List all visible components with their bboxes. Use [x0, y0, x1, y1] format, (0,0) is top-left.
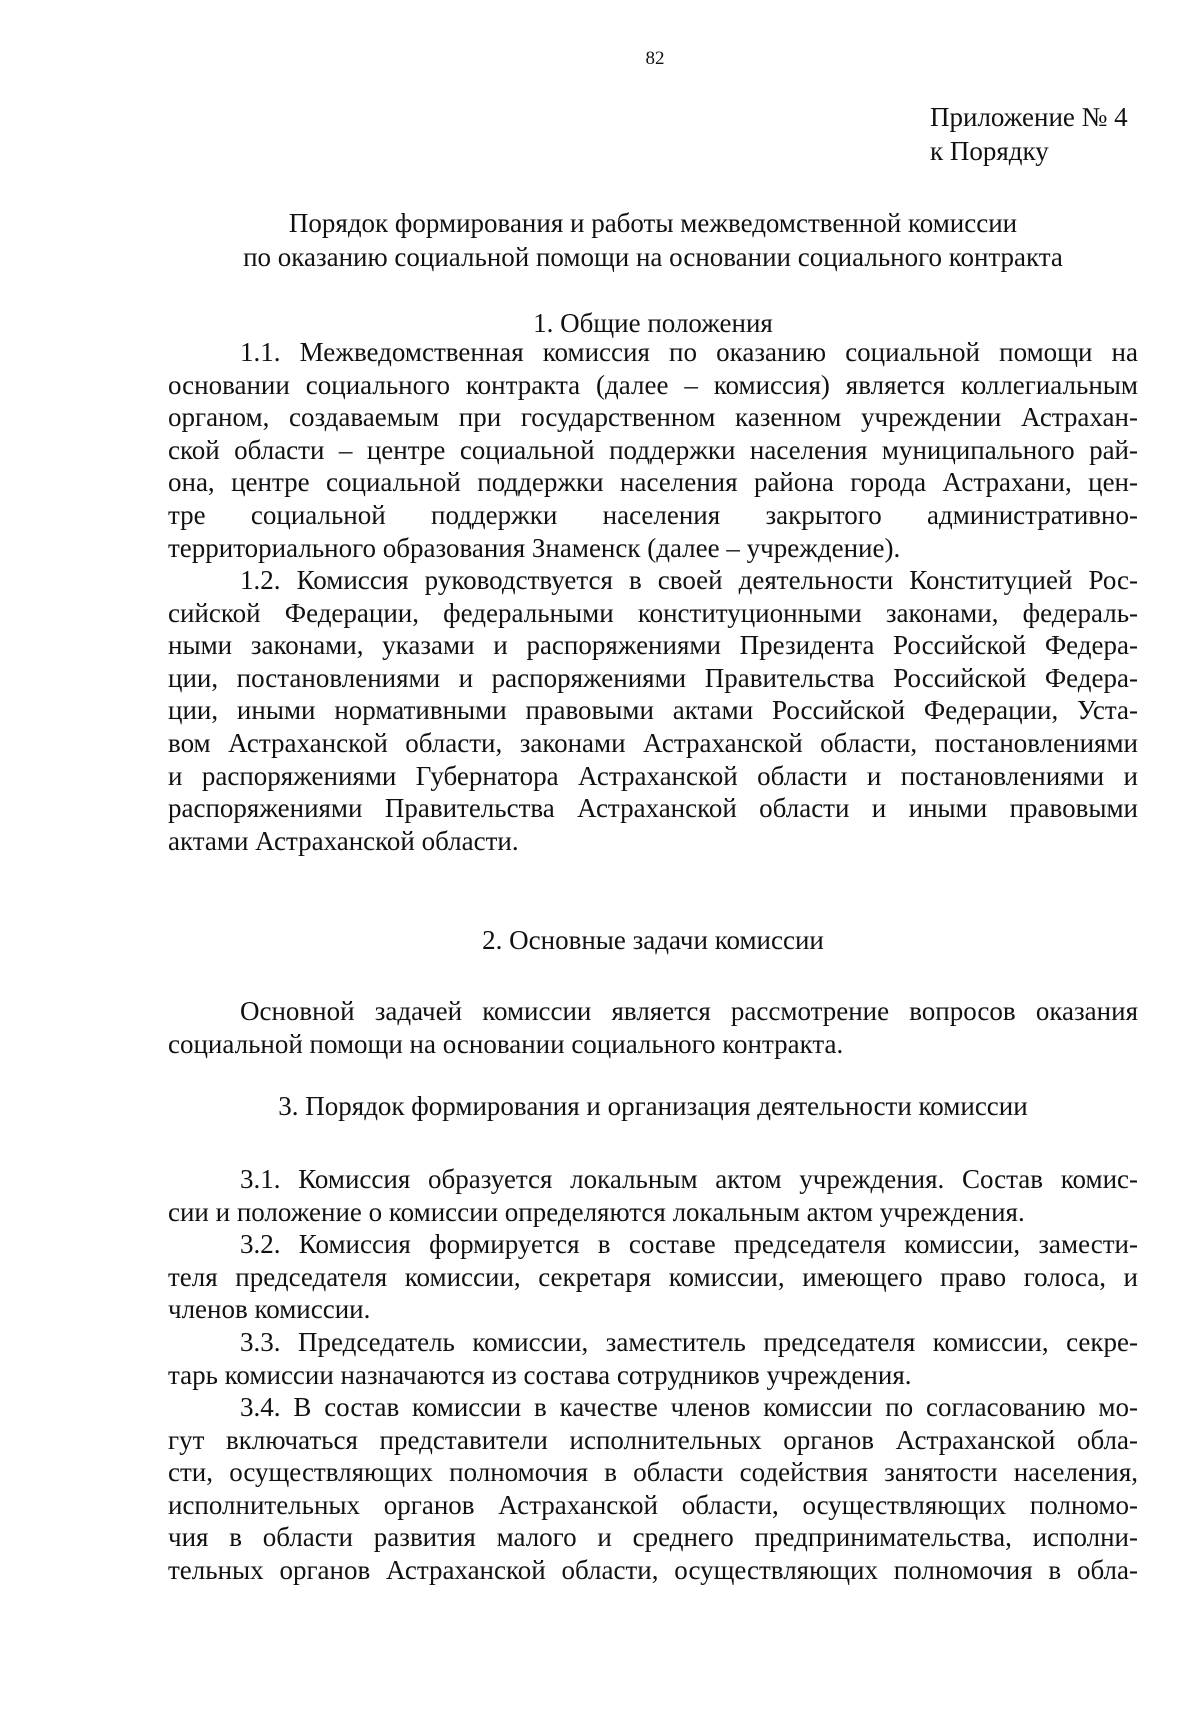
- text-line: 3.2. Комиссия формируется в составе председателя комиссии, замести-: [240, 1229, 1138, 1259]
- text-line: она, центре социальной поддержки населения района города Астрахани, цен-: [168, 467, 1138, 498]
- text-line: сийской Федерации, федеральными конституционными законами, федераль-: [168, 597, 1138, 628]
- appendix-line-2: к Порядку: [930, 136, 1049, 166]
- title-line-1: Порядок формирования и работы межведомственной комиссии: [288, 208, 1018, 238]
- paragraph-3-2: [168, 1228, 1138, 1326]
- text-line: Основной задачей комиссии является рассмотрение вопросов оказания: [240, 996, 1138, 1026]
- text-line: 3.1. Комиссия образуется локальным актом учреждения. Состав комис-: [240, 1164, 1138, 1194]
- text-line: социальной помощи на основании социального контракта.: [168, 1028, 844, 1059]
- title-line-2: по оказанию социальной помощи на основании социального контракта: [243, 242, 1063, 272]
- text-line: основании социального контракта (далее – комиссия) является коллегиальным: [168, 369, 1138, 400]
- document-title: [168, 206, 1138, 274]
- appendix-note: [930, 100, 1128, 168]
- text-line: теля председателя комиссии, секретаря комиссии, имеющего право голоса, и: [168, 1261, 1138, 1292]
- text-line: чия в области развития малого и среднего предпринимательства, исполни-: [168, 1522, 1138, 1553]
- section-3-heading: 3. Порядок формирования и организация деятельности комиссии: [278, 1091, 1028, 1121]
- paragraph-1-2: [168, 564, 1138, 857]
- paragraph-3-4: [168, 1391, 1138, 1587]
- text-line: вом Астраханской области, законами Астраханской области, постановлениями: [168, 727, 1138, 758]
- text-line: гут включаться представители исполнительных органов Астраханской обла-: [168, 1424, 1138, 1455]
- page-number: 82: [645, 48, 665, 69]
- text-line: членов комиссии.: [168, 1294, 371, 1325]
- section-1-heading: 1. Общие положения: [533, 308, 773, 338]
- text-line: тарь комиссии назначаются из состава сотрудников учреждения.: [168, 1359, 912, 1390]
- text-line: и распоряжениями Губернатора Астраханской области и постановлениями и: [168, 760, 1138, 791]
- text-line: органом, создаваемым при государственном казенном учреждении Астрахан-: [168, 402, 1138, 433]
- text-line: ской области – центре социальной поддержки населения муниципального рай-: [168, 434, 1138, 465]
- paragraph-3-3: [168, 1326, 1138, 1391]
- text-line: 1.1. Межведомственная комиссия по оказанию социальной помощи на: [240, 337, 1138, 367]
- text-line: территориального образования Знаменск (далее – учреждение).: [168, 532, 901, 563]
- text-line: 3.4. В состав комиссии в качестве членов комиссии по согласованию мо-: [240, 1392, 1138, 1422]
- paragraph-2: [168, 995, 1138, 1060]
- text-line: тельных органов Астраханской области, осуществляющих полномочия в обла-: [168, 1554, 1138, 1585]
- text-line: исполнительных органов Астраханской области, осуществляющих полномо-: [168, 1489, 1138, 1520]
- appendix-line-1: Приложение № 4: [930, 102, 1128, 132]
- text-line: 3.3. Председатель комиссии, заместитель председателя комиссии, секре-: [240, 1327, 1138, 1357]
- text-line: тре социальной поддержки населения закрытого административно-: [168, 499, 1138, 530]
- text-line: ными законами, указами и распоряжениями Президента Российской Федера-: [168, 630, 1138, 661]
- text-line: ции, иными нормативными правовыми актами Российской Федерации, Уста-: [168, 695, 1138, 726]
- text-line: сти, осуществляющих полномочия в области содействия занятости населения,: [168, 1457, 1138, 1488]
- text-line: актами Астраханской области.: [168, 825, 519, 856]
- section-2-heading: 2. Основные задачи комиссии: [482, 925, 824, 955]
- paragraph-1-1: [168, 336, 1138, 564]
- text-line: ции, постановлениями и распоряжениями Правительства Российской Федера-: [168, 662, 1138, 693]
- text-line: сии и положение о комиссии определяются локальным актом учреждения.: [168, 1196, 1025, 1227]
- text-line: распоряжениями Правительства Астраханской области и иными правовыми: [168, 793, 1138, 824]
- text-line: 1.2. Комиссия руководствуется в своей деятельности Конституцией Рос-: [240, 565, 1138, 595]
- paragraph-3-1: [168, 1163, 1138, 1228]
